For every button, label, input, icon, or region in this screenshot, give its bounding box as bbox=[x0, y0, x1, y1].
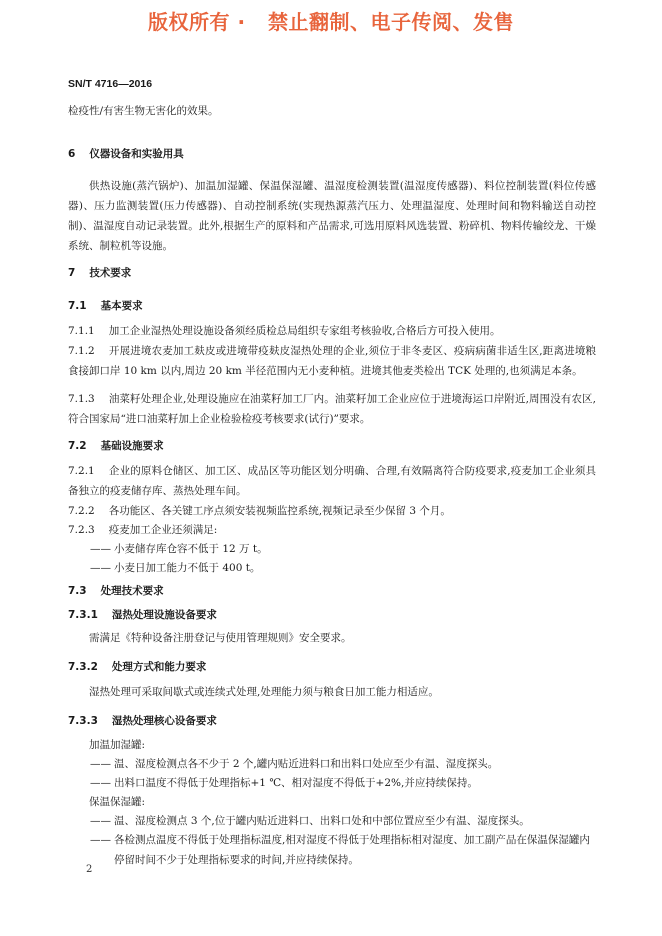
clause-7-1-3 bbox=[68, 389, 596, 429]
section-7-3-2-paragraph: 湿热处理可采取间歇式或连续式处理,处理能力须与粮食日加工能力相适应。 bbox=[89, 686, 439, 698]
continued-paragraph: 检疫性/有害生物无害化的效果。 bbox=[68, 105, 219, 117]
clause-7-2-3 bbox=[68, 520, 596, 540]
section-number: 7.3.1 bbox=[68, 609, 98, 621]
clause-number: 7.2.1 bbox=[68, 465, 95, 477]
clause-text: 疫麦加工企业还须满足: bbox=[108, 524, 218, 536]
section-7-3-heading bbox=[68, 583, 164, 598]
list-item bbox=[90, 830, 596, 870]
dash-mark: —— bbox=[90, 815, 111, 827]
section-number: 6 bbox=[68, 148, 76, 160]
section-7-2-heading bbox=[68, 438, 164, 453]
list-item bbox=[90, 539, 596, 559]
clause-number: 7.2.3 bbox=[68, 524, 95, 536]
clause-7-1-1 bbox=[68, 321, 596, 341]
dash-mark: —— bbox=[90, 834, 111, 846]
page-number: 2 bbox=[86, 864, 93, 875]
section-title: 基础设施要求 bbox=[100, 440, 164, 452]
section-title: 处理方式和能力要求 bbox=[111, 661, 207, 673]
section-7-1-heading bbox=[68, 298, 143, 313]
section-number: 7.2 bbox=[68, 440, 87, 452]
dash-mark: —— bbox=[90, 543, 111, 555]
clause-7-2-1 bbox=[68, 461, 596, 501]
list-item bbox=[90, 558, 596, 578]
section-6-heading bbox=[68, 146, 184, 161]
section-number: 7.3.3 bbox=[68, 715, 98, 727]
section-number: 7 bbox=[68, 267, 76, 279]
section-number: 7.3 bbox=[68, 585, 87, 597]
heat-tank-label: 加温加湿罐: bbox=[89, 739, 146, 751]
clause-number: 7.2.2 bbox=[68, 505, 95, 517]
clause-number: 7.1.2 bbox=[68, 345, 95, 357]
list-item bbox=[90, 773, 596, 793]
standard-number: SN/T 4716—2016 bbox=[68, 78, 153, 90]
list-item bbox=[90, 811, 596, 831]
section-title: 湿热处理设施设备要求 bbox=[111, 609, 217, 621]
list-item-text: 温、湿度检测点 3 个,位于罐内贴近进料口、出料口处和中部位置应至少有温、湿度探头。 bbox=[114, 815, 530, 827]
section-title: 仪器设备和实验用具 bbox=[89, 148, 184, 160]
copyright-banner: 版权所有 · 禁止翻制、电子传阅、发售 bbox=[148, 10, 514, 34]
section-7-3-1-heading bbox=[68, 607, 217, 622]
list-item bbox=[90, 754, 596, 774]
clause-number: 7.1.3 bbox=[68, 393, 95, 405]
section-title: 基本要求 bbox=[100, 300, 143, 312]
clause-text: 油菜籽处理企业,处理设施应在油菜籽加工厂内。油菜籽加工企业应位于进境海运口岸附近,周围没有农区,符合国家局“进口油菜籽加上企业检验检疫考核要求(试行)”要求。 bbox=[68, 393, 596, 425]
dash-mark: —— bbox=[90, 758, 111, 770]
section-title: 技术要求 bbox=[89, 267, 132, 279]
clause-text: 开展进境农麦加工麸皮或进境带疫麸皮湿热处理的企业,须位于非冬麦区、疫病病菌非适生区,距离进境粮食接卸口岸 10 km 以内,周边 20 km 半径范围内无小麦种植。进境其他麦类检出 TCK 处理的,也须满足本条。 bbox=[68, 345, 596, 377]
list-item-text: 出料口温度不得低于处理指标+1 ℃、相对湿度不得低于+2%,并应持续保持。 bbox=[114, 777, 478, 789]
list-item-text: 温、湿度检测点各不少于 2 个,罐内贴近进料口和出料口处应至少有温、湿度探头。 bbox=[114, 758, 499, 770]
clause-number: 7.1.1 bbox=[68, 325, 95, 337]
section-7-heading bbox=[68, 265, 131, 280]
section-6-paragraph: 供热设施(蒸汽锅炉)、加温加湿罐、保温保湿罐、温湿度检测装置(温湿度传感器)、料位控制装置(料位传感器)、压力监测装置(压力传感器)、自动控制系统(实现热源蒸汽压力、处理温湿度、处理时间和物料输送自动控制)、温湿度自动记录装置。此外,根据生产的原料和产品需求,可选用原料风选装置、粉碎机、物料传输绞龙、干燥系统、制粒机等设施。 bbox=[68, 180, 596, 252]
section-title: 处理技术要求 bbox=[100, 585, 164, 597]
section-number: 7.3.2 bbox=[68, 661, 98, 673]
clause-text: 企业的原料仓储区、加工区、成品区等功能区划分明确、合理,有效隔离符合防疫要求,疫麦加工企业须具备独立的疫麦储存库、蒸热处理车间。 bbox=[68, 465, 596, 497]
section-number: 7.1 bbox=[68, 300, 87, 312]
section-7-3-1-paragraph: 需满足《特种设备注册登记与使用管理规则》安全要求。 bbox=[89, 632, 352, 644]
clause-text: 加工企业湿热处理设施设备须经质检总局组织专家组考核验收,合格后方可投入使用。 bbox=[108, 325, 501, 337]
clause-7-1-2 bbox=[68, 341, 596, 381]
dash-mark: —— bbox=[90, 562, 111, 574]
clause-text: 各功能区、各关键工序点须安装视频监控系统,视频记录至少保留 3 个月。 bbox=[108, 505, 451, 517]
section-7-3-3-heading bbox=[68, 713, 217, 728]
hold-tank-label: 保温保湿罐: bbox=[89, 796, 146, 808]
list-item-text: 小麦日加工能力不低于 400 t。 bbox=[114, 562, 261, 574]
clause-7-2-2 bbox=[68, 501, 596, 521]
section-7-3-2-heading bbox=[68, 659, 206, 674]
section-title: 湿热处理核心设备要求 bbox=[111, 715, 217, 727]
list-item-text: 各检测点温度不得低于处理指标温度,相对湿度不得低于处理指标相对湿度、加工副产品在保温保湿罐内停留时间不少于处理指标要求的时间,并应持续保持。 bbox=[114, 834, 590, 866]
list-item-text: 小麦储存库仓容不低于 12 万 t。 bbox=[114, 543, 268, 555]
dash-mark: —— bbox=[90, 777, 111, 789]
